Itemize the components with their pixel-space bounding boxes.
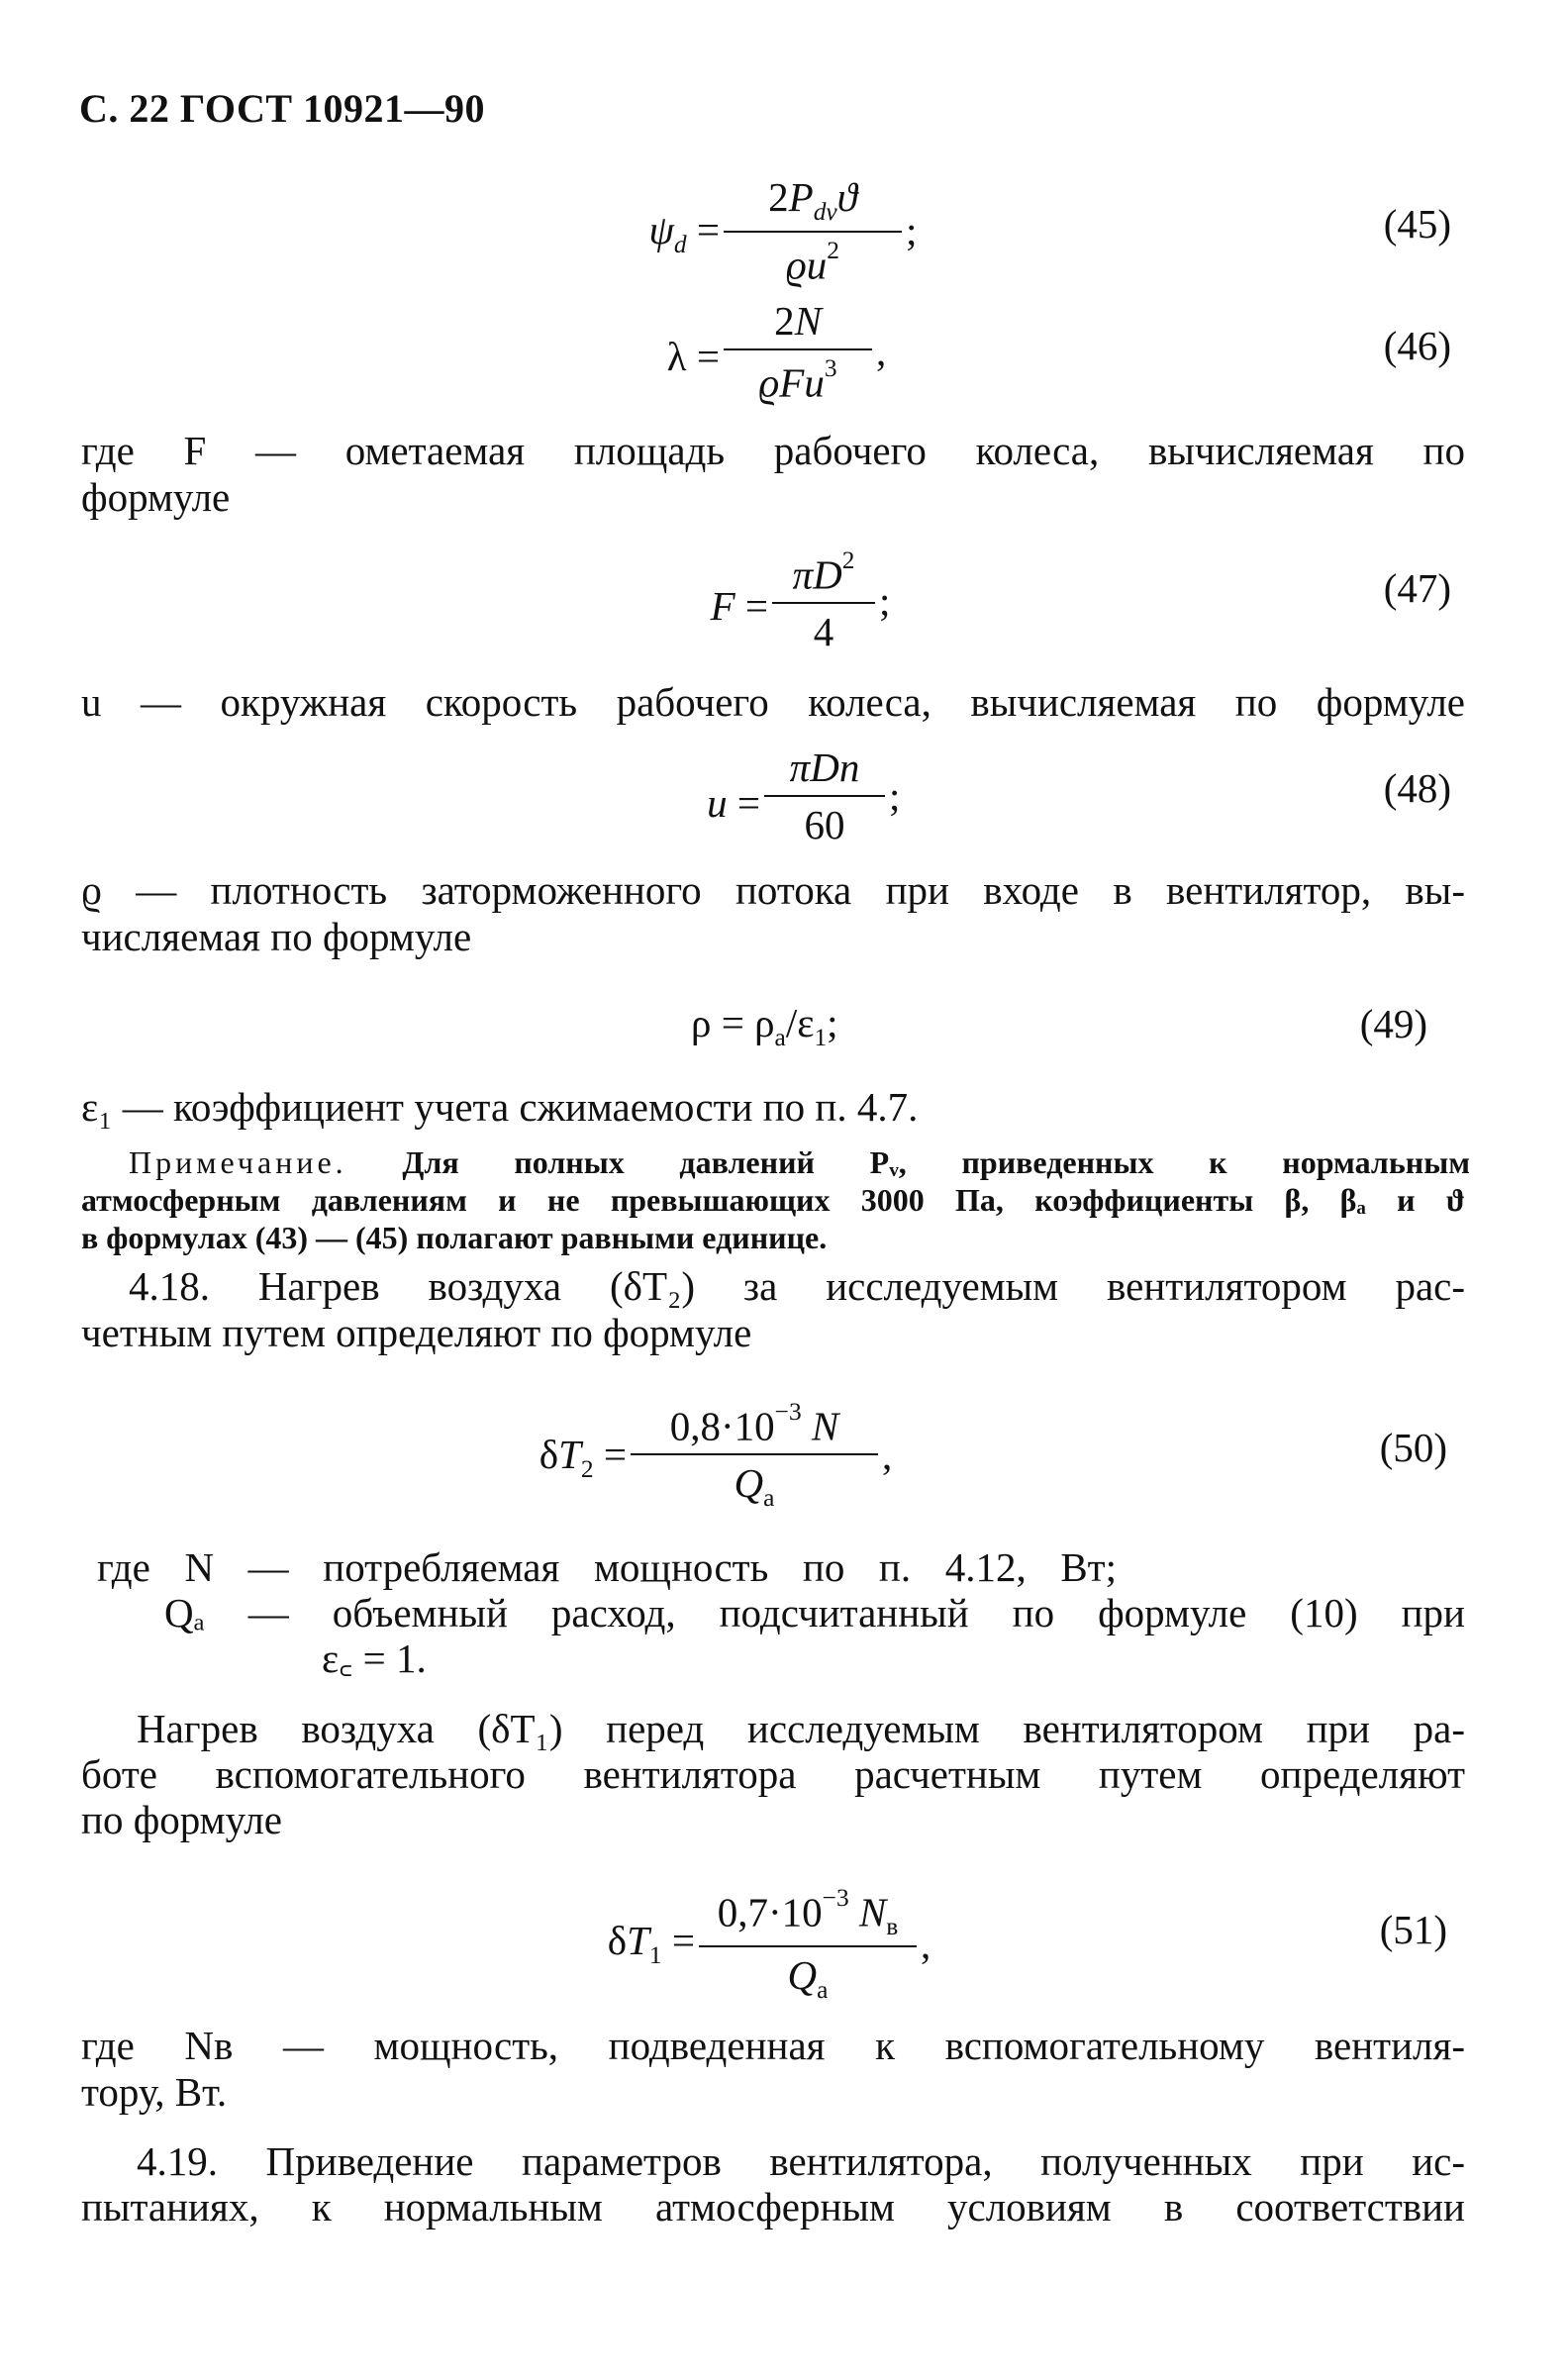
equation-lhs: $\delta T_2$ = xyxy=(539,1432,627,1483)
equation-lhs: $\delta T_1$ = xyxy=(607,1918,695,1969)
equation-denominator: $Q_a$ xyxy=(734,1460,775,1513)
paragraph-nv-line2: тору, Вт. xyxy=(81,2069,228,2115)
note-label: Примечание. xyxy=(129,1144,347,1180)
note-block xyxy=(129,1143,1470,1181)
equation-number-47: (47) xyxy=(1383,565,1451,611)
paragraph-t1-line3: по формуле xyxy=(81,1797,282,1842)
paragraph-t1-line1: Нагрев воздуха (δT₁) перед исследуемым вентилятором при ра- xyxy=(137,1706,1465,1751)
equation-numerator: $0,8\cdot 10^{-3}$ N xyxy=(669,1398,839,1449)
equation-lhs: $\psi_d$ = xyxy=(648,207,720,258)
equation-lhs: λ = xyxy=(666,334,720,379)
equation-denominator: ϱFu$^3$ xyxy=(758,354,837,406)
equation-number-46: (46) xyxy=(1383,323,1451,368)
paragraph-f-line1: где F — ометаемая площадь рабочего колеса, вычисляемая по xyxy=(81,428,1465,473)
equation-numerator: 2N xyxy=(774,298,822,344)
equation-numerator: $0,7\cdot 10^{-3}$ $N_в$ xyxy=(717,1884,899,1941)
paragraph-n-definition: где N — потребляемая мощность по п. 4.12, Вт; xyxy=(97,1544,1117,1590)
equation-number-45: (45) xyxy=(1383,201,1451,247)
paragraph-4-18-line1: 4.18. Нагрев воздуха (δT₂) за исследуемым вентилятором рас- xyxy=(129,1263,1465,1309)
paragraph-epsilon: ε₁ — коэффициент учета сжимаемости по п. 4.7. xyxy=(81,1084,919,1130)
equation-number-48: (48) xyxy=(1383,765,1451,811)
note-line-1 xyxy=(129,1143,1470,1181)
paragraph-qa-line2: ε꜀ = 1. xyxy=(322,1636,427,1681)
note-line-2: атмосферным давлениям и не превышающих 3000 Па, коэффициенты β, βₐ и ϑ xyxy=(81,1182,1465,1218)
equation-denominator: $Q_a$ xyxy=(787,1952,829,2005)
equation-number-49: (49) xyxy=(1359,1001,1427,1046)
equation-49: $\rho = \rho_a/\varepsilon_1$; xyxy=(691,1000,838,1051)
paragraph-qa-line1: Qₐ — объемный расход, подсчитанный по формуле (10) при xyxy=(164,1590,1465,1636)
equation-denominator: $ϱu^2$ xyxy=(785,236,839,288)
paragraph-nv-line1: где Nв — мощность, подведенная к вспомогательному вентиля- xyxy=(81,2023,1465,2068)
equation-denominator: 4 xyxy=(813,609,834,655)
page-header: С. 22 ГОСТ 10921—90 xyxy=(79,86,486,131)
paragraph-rho-line2: числяемая по формуле xyxy=(81,914,472,959)
equation-47: F = $\pi D^2$ 4 ; xyxy=(710,546,891,655)
equation-46: λ = 2N ϱFu$^3$ , xyxy=(666,298,887,406)
equation-number-50: (50) xyxy=(1379,1425,1447,1470)
equation-lhs: u = xyxy=(707,780,760,826)
equation-50: $\delta T_2$ = $0,8\cdot 10^{-3}$ N $Q_a$ , xyxy=(539,1398,893,1513)
equation-denominator: 60 xyxy=(804,802,845,847)
note-line-3: в формулах (43) — (45) полагают равными единице. xyxy=(81,1220,828,1255)
paragraph-f-line2: формуле xyxy=(81,474,231,520)
paragraph-4-19-line1: 4.19. Приведение параметров вентилятора, полученных при ис- xyxy=(137,2138,1465,2184)
equation-number-51: (51) xyxy=(1379,1907,1447,1952)
paragraph-rho-line1: ϱ — плотность заторможенного потока при входе в вентилятор, вы- xyxy=(81,867,1465,913)
equation-51: $\delta T_1$ = $0,7\cdot 10^{-3}$ $N_в$ $Q_a$ , xyxy=(607,1884,931,2005)
equation-numerator: $\pi D^2$ xyxy=(792,546,855,598)
equation-numerator: πDn xyxy=(789,744,860,790)
paragraph-4-18-line2: четным путем определяют по формуле xyxy=(81,1310,752,1355)
paragraph-4-19-line2: пытаниях, к нормальным атмосферным условиям в соответствии xyxy=(81,2184,1465,2230)
equation-lhs: F = xyxy=(710,583,768,629)
equation-45: $\psi_d$ = $2P_{dv}ϑ$ $ϱu^2$ ; xyxy=(648,174,918,288)
equation-48: u = πDn 60 ; xyxy=(707,744,901,847)
paragraph-t1-line2: боте вспомогательного вентилятора расчетным путем определяют xyxy=(81,1751,1465,1797)
paragraph-u: u — окружная скорость рабочего колеса, вычисляемая по формуле xyxy=(81,679,1465,725)
equation-numerator: $2P_{dv}ϑ$ xyxy=(768,174,857,226)
note-line-1-text: Для полных давлений Pᵥ, приведенных к нормальным xyxy=(402,1144,1470,1180)
